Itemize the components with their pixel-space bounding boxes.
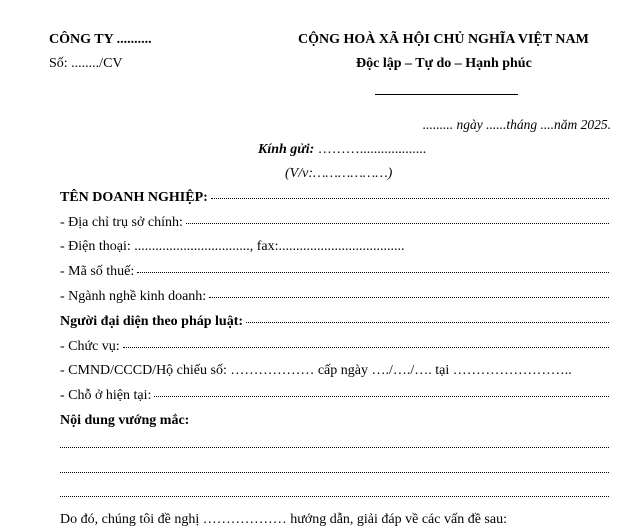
recipient-label: Kính gửi: [258, 142, 315, 157]
issue-line-3 [60, 496, 609, 497]
recipient-value: ………................... [317, 142, 427, 157]
nation-title: CỘNG HOÀ XÃ HỘI CHỦ NGHĨA VIỆT NAM [298, 32, 589, 47]
enterprise-name-label: TÊN DOANH NGHIỆP: [60, 190, 208, 205]
residence-row [60, 389, 609, 403]
id-document-line: - CMND/CCCD/Hộ chiếu số: ……………… cấp ngày …./…./…. tại …………………….. [60, 363, 572, 378]
position-label: - Chức vụ: [60, 339, 120, 354]
issue-line-1 [60, 447, 609, 448]
enterprise-name-row [60, 191, 609, 205]
tax-code-label: - Mã số thuế: [60, 264, 135, 279]
business-label: - Ngành nghề kinh doanh: [60, 289, 207, 304]
business-row [60, 290, 609, 304]
national-motto: Độc lập – Tự do – Hạnh phúc [356, 56, 532, 71]
phone-fax-line: - Điện thoại: ................................., fax:.................................... [60, 239, 405, 254]
date-line: ......... ngày ......tháng ....năm 2025. [422, 117, 611, 132]
motto-underline [375, 94, 518, 95]
representative-row [60, 315, 609, 329]
address-row [60, 216, 609, 230]
representative-dots [246, 321, 609, 323]
tax-code-dots [137, 271, 609, 273]
subject-line: (V/v:………………) [285, 166, 393, 181]
address-dots [186, 222, 609, 224]
tax-code-row [60, 265, 609, 279]
enterprise-name-dots [211, 197, 609, 199]
company-name: CÔNG TY .......... [49, 32, 152, 47]
issue-line-2 [60, 472, 609, 473]
residence-dots [154, 395, 609, 397]
recipient-line [258, 143, 426, 157]
position-row [60, 340, 609, 354]
closing-line: Do đó, chúng tôi đề nghị ……………… hướng dẫn, giải đáp về các vấn đề sau: [60, 512, 507, 527]
representative-label: Người đại diện theo pháp luật: [60, 314, 244, 329]
position-dots [123, 346, 609, 348]
document-number: Số: ......../CV [49, 56, 123, 71]
residence-label: - Chỗ ở hiện tại: [60, 388, 152, 403]
issue-title: Nội dung vướng mắc: [60, 413, 190, 428]
address-label: - Địa chỉ trụ sở chính: [60, 215, 183, 230]
business-dots [209, 296, 609, 298]
